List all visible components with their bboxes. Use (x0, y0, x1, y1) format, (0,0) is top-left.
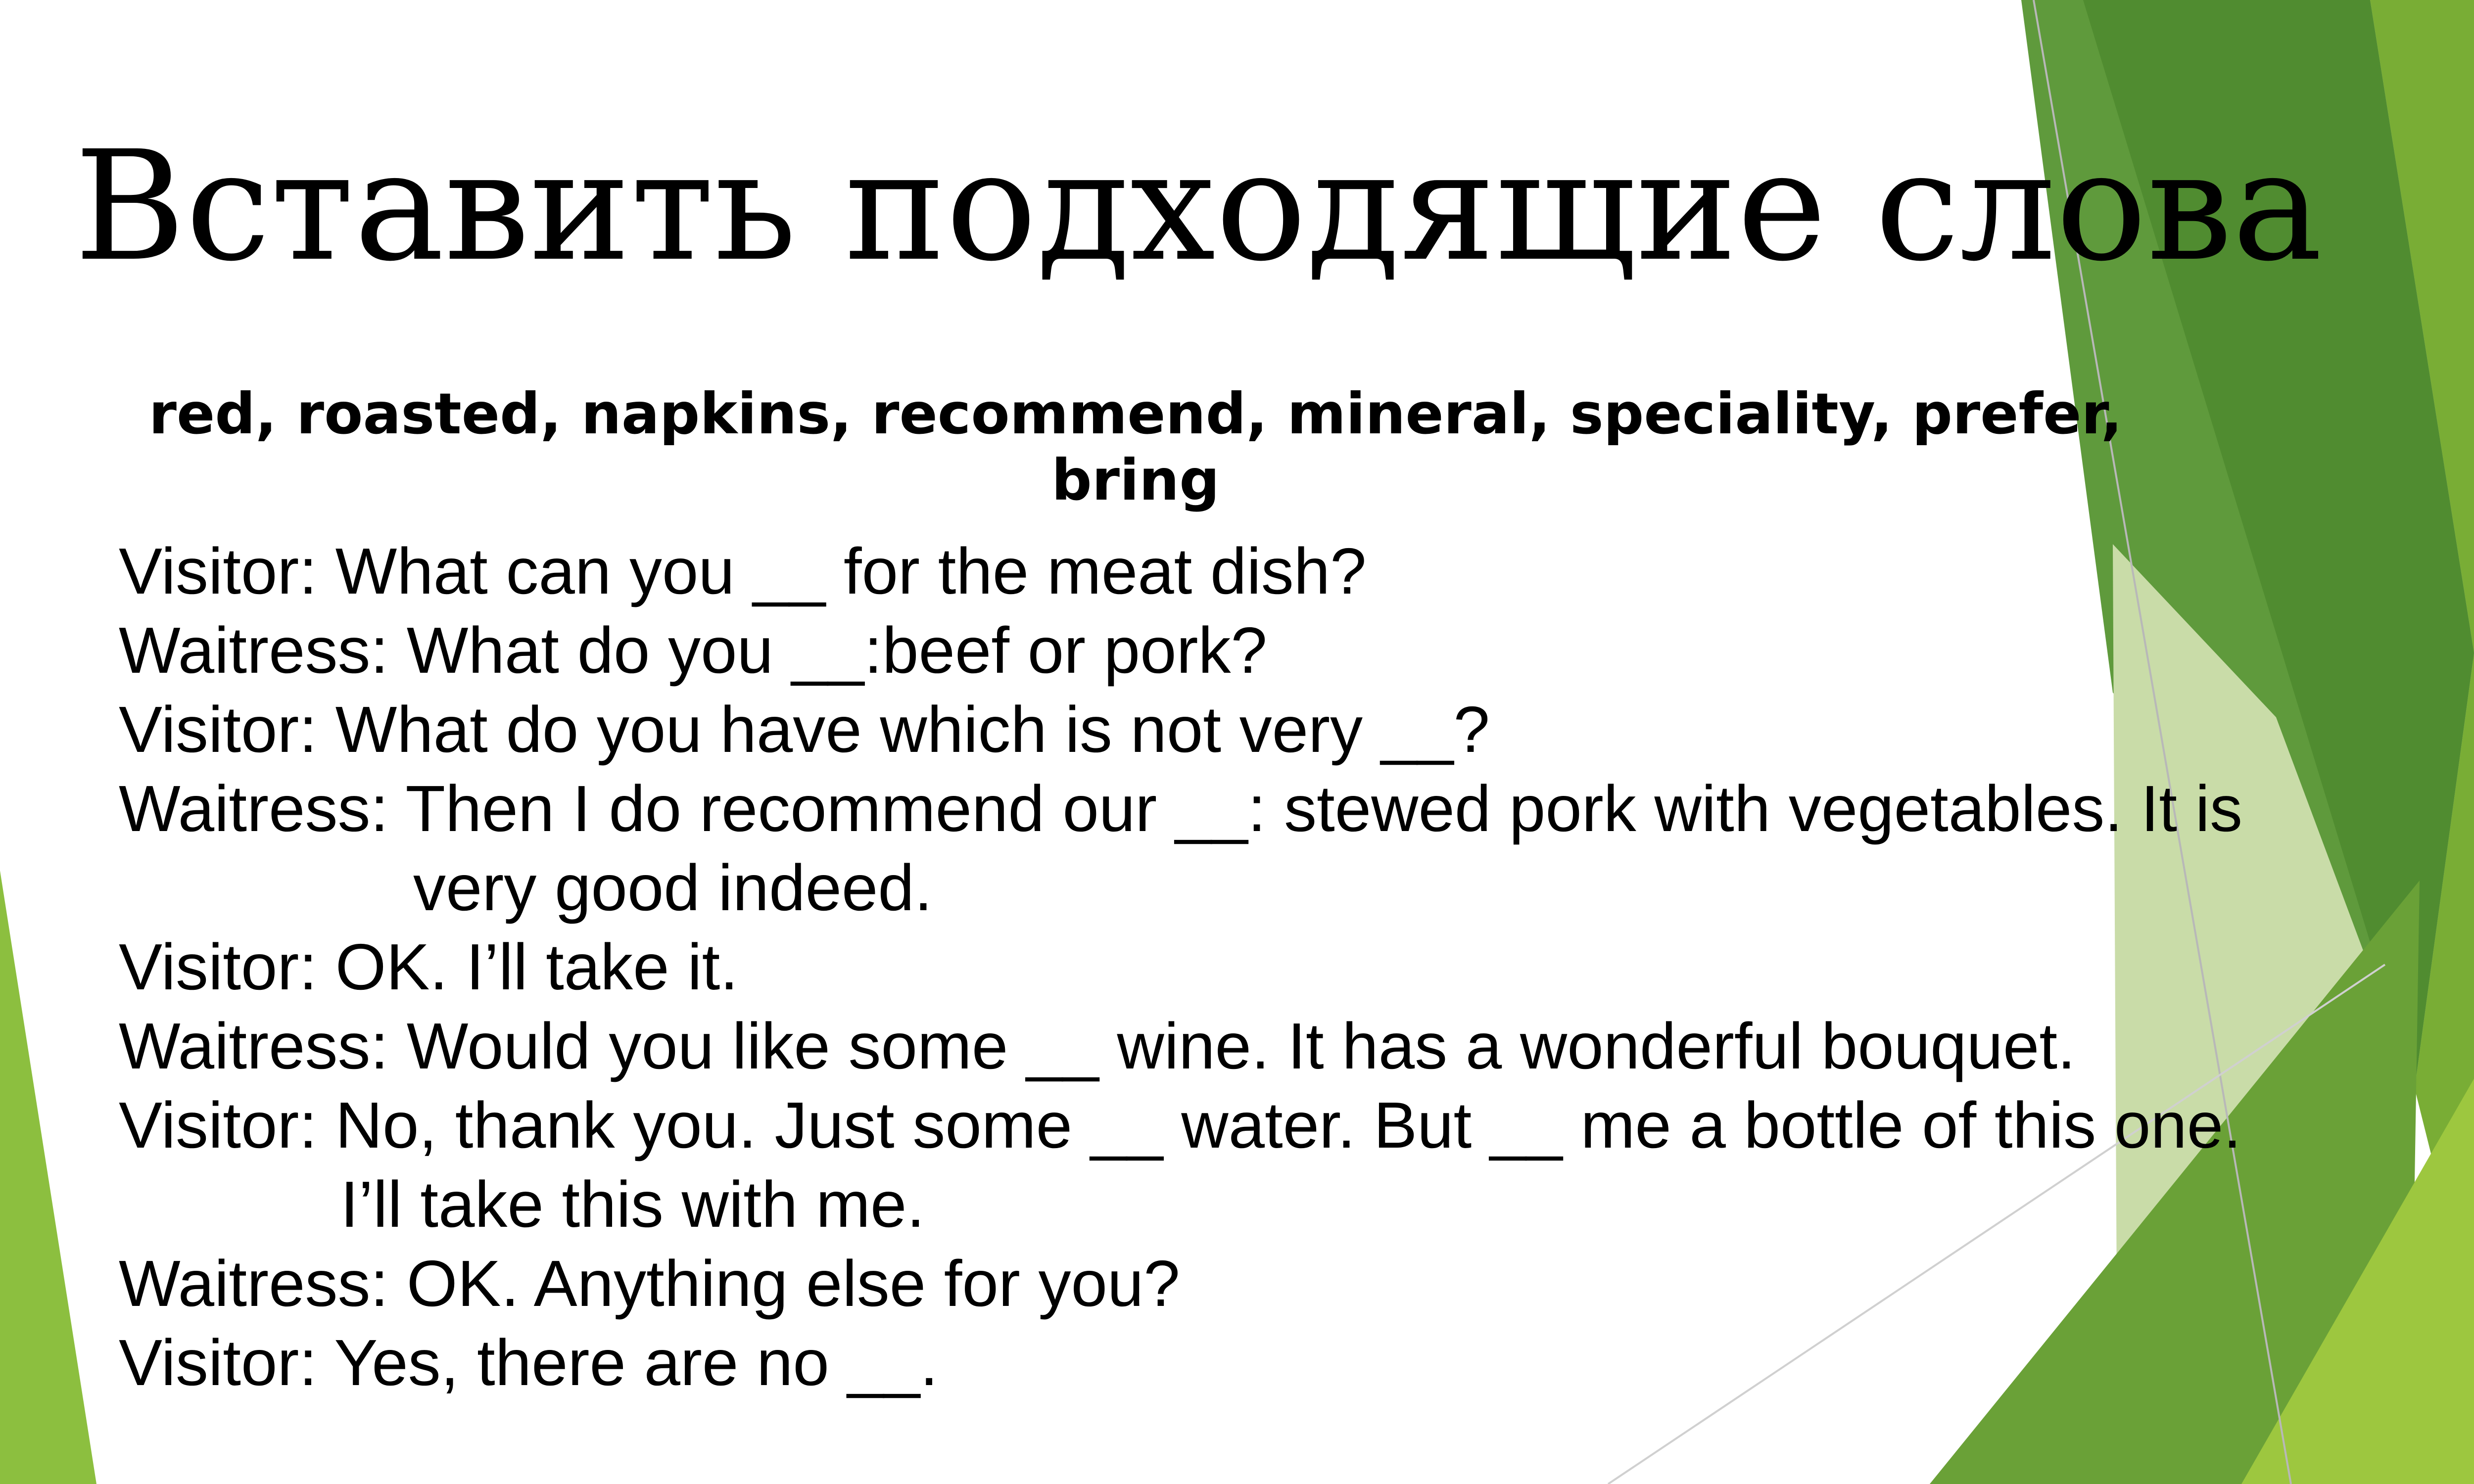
line-text: No, thank you. Just some __ water. But __ me a bottle of this one. (335, 1089, 2241, 1161)
dialogue-line (119, 1007, 2296, 1086)
line-text: OK. I’ll take it. (335, 930, 738, 1003)
line-continuation: very good indeed. (413, 851, 933, 924)
dialogue-line (119, 769, 2296, 928)
dialogue-line (119, 611, 2296, 690)
line-text: Would you like some __ wine. It has a wonderful bouquet. (406, 1010, 2076, 1082)
word-bank: red, roasted, napkins, recommend, mineral, speciality, prefer, bring (148, 381, 2123, 513)
dialogue-line (119, 1323, 2296, 1402)
line-text: What do you __:beef or pork? (406, 614, 1267, 687)
dialogue-list (119, 532, 2296, 1402)
speaker-label: Visitor: (119, 930, 318, 1003)
page-title: Вставить подходящие слова (74, 119, 2323, 295)
speaker-label: Visitor: (119, 1089, 318, 1161)
dialogue-line (119, 532, 2296, 611)
line-text: What do you have which is not very __? (335, 693, 1490, 766)
speaker-label: Waitress: (119, 614, 389, 687)
dialogue-line (119, 928, 2296, 1007)
line-text: Then I do recommend our __: stewed pork with vegetables. It is (405, 772, 2243, 845)
line-text: What can you __ for the meat dish? (335, 535, 1367, 607)
dialogue-line (119, 690, 2296, 769)
line-text: OK. Anything else for you? (406, 1247, 1180, 1320)
line-text: Yes, there are no __. (334, 1326, 939, 1399)
speaker-label: Waitress: (119, 1247, 389, 1320)
speaker-label: Visitor: (119, 1326, 318, 1399)
speaker-label: Waitress: (119, 772, 389, 845)
line-continuation: I’ll take this with me. (340, 1168, 925, 1241)
dialogue-line (119, 1086, 2296, 1244)
speaker-label: Visitor: (119, 535, 318, 607)
dialogue-line (119, 1244, 2296, 1323)
speaker-label: Visitor: (119, 693, 318, 766)
left-edge-facet (0, 871, 96, 1484)
speaker-label: Waitress: (119, 1010, 389, 1082)
